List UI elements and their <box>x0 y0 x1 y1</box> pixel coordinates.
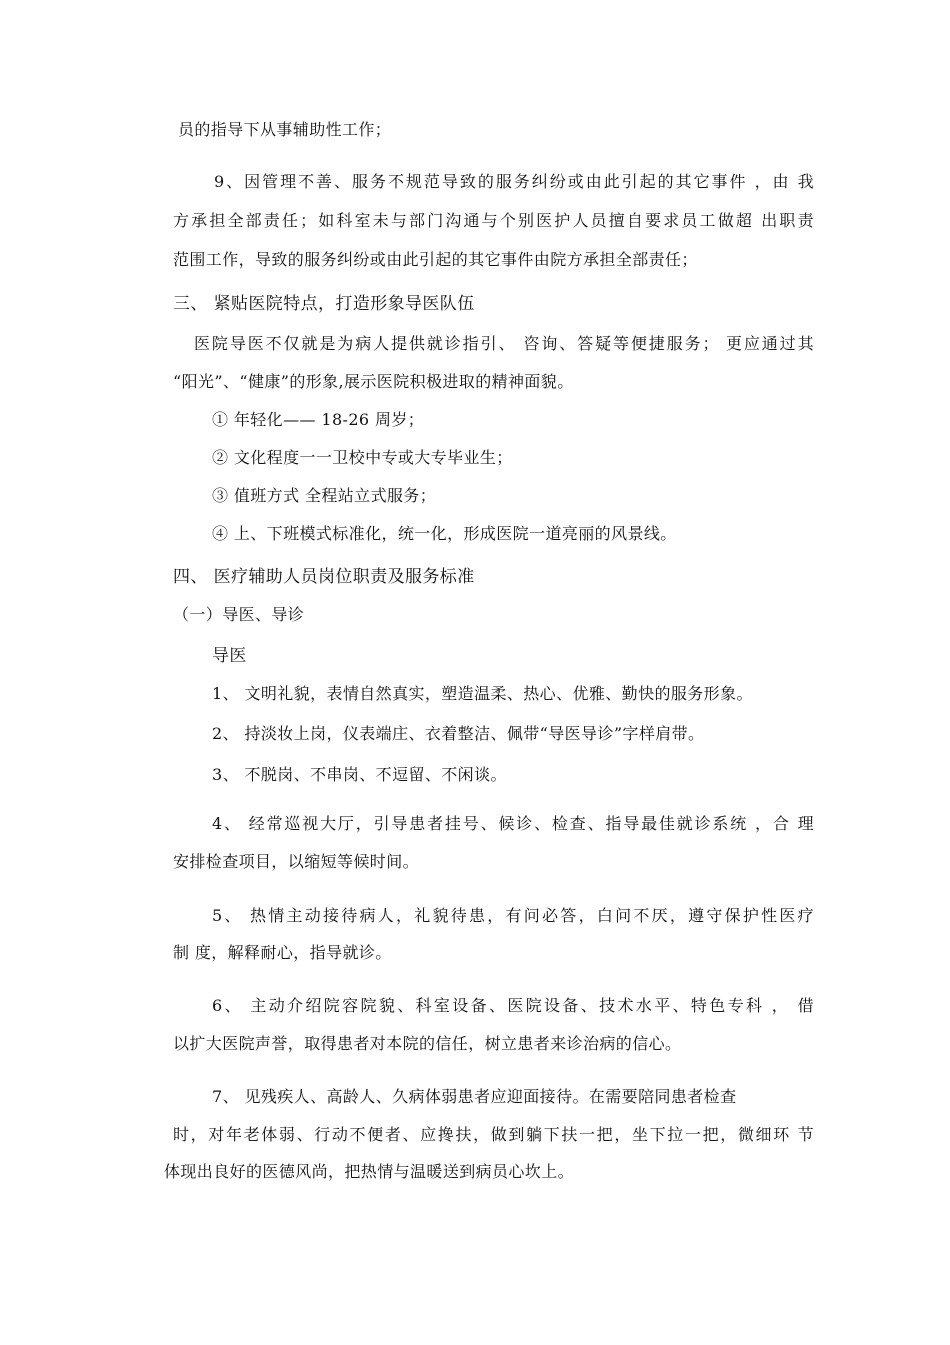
duty-item-2: 2、 持淡妆上岗，仪表端庄、衣着整洁、佩带“导医导诊”字样肩带。 <box>212 724 705 743</box>
text-line-2: 9、因管理不善、服务不规范导致的服务纠纷或由此引起的其它事件 ，由 我 <box>214 172 814 191</box>
subsection-heading: （一）导医、导诊 <box>173 605 305 624</box>
text-line-4: 范围工作，导致的服务纠纷或由此引起的其它事件由院方承担全部责任； <box>173 250 698 269</box>
text-line-7: “阳光”、“健康”的形象,展示医院积极进取的精神面貌。 <box>173 372 574 391</box>
duty-item-7-cont-2: 体现出良好的医德风尚，把热情与温暖送到病员心坎上。 <box>164 1162 575 1181</box>
duty-item-3: 3、 不脱岗、不串岗、不逗留、不闲谈。 <box>212 765 507 784</box>
list-item-3: ③ 值班方式 全程站立式服务； <box>212 486 437 505</box>
duty-item-5-cont: 制 度，解释耐心，指导就诊。 <box>173 943 392 962</box>
duty-item-1: 1、 文明礼貌，表情自然真实，塑造温柔、热心、优雅、勤快的服务形象。 <box>212 684 753 703</box>
list-item-4: ④ 上、下班模式标准化，统一化，形成医院一道亮丽的风景线。 <box>212 524 677 543</box>
text-line-1: 员的指导下从事辅助性工作； <box>178 120 392 139</box>
duty-item-5: 5、 热情主动接待病人，礼貌待患，有问必答，白问不厌，遵守保护性医疗 <box>212 906 814 925</box>
duty-item-7-cont: 时，对年老体弱、行动不便者、应搀扶，做到躺下扶一把，坐下拉一把，微细环 节 <box>173 1125 814 1144</box>
section-heading-3: 三、 紧贴医院特点，打造形象导医队伍 <box>173 294 475 314</box>
section-heading-4: 四、 医疗辅助人员岗位职责及服务标准 <box>173 567 475 587</box>
text-line-6: 医院导医不仅就是为病人提供就诊指引、 咨询、答疑等便捷服务； 更应通过其 <box>194 334 814 353</box>
list-item-1: ① 年轻化—— 18-26 周岁； <box>212 410 425 429</box>
duty-item-4: 4、 经常巡视大厅，引导患者挂号、候诊、检查、指导最佳就诊系统 ，合 理 <box>212 814 814 833</box>
duty-item-6-cont: 以扩大医院声誉，取得患者对本院的信任，树立患者来诊治病的信心。 <box>173 1034 682 1053</box>
list-item-2: ② 文化程度一一卫校中专或大专毕业生； <box>212 448 513 467</box>
subsection-title: 导医 <box>212 646 247 666</box>
duty-item-4-cont: 安排检查项目，以缩短等候时间。 <box>173 852 420 871</box>
text-line-3: 方承担全部责任；如科室未与部门沟通与个别医护人员擅自要求员工做超 出职责 <box>173 211 814 230</box>
duty-item-6: 6、 主动介绍院容院貌、科室设备、医院设备、技术水平、特色专科 ， 借 <box>212 996 814 1015</box>
duty-item-7: 7、 见残疾人、高龄人、久病体弱患者应迎面接待。在需要陪同患者检查 <box>212 1087 737 1106</box>
